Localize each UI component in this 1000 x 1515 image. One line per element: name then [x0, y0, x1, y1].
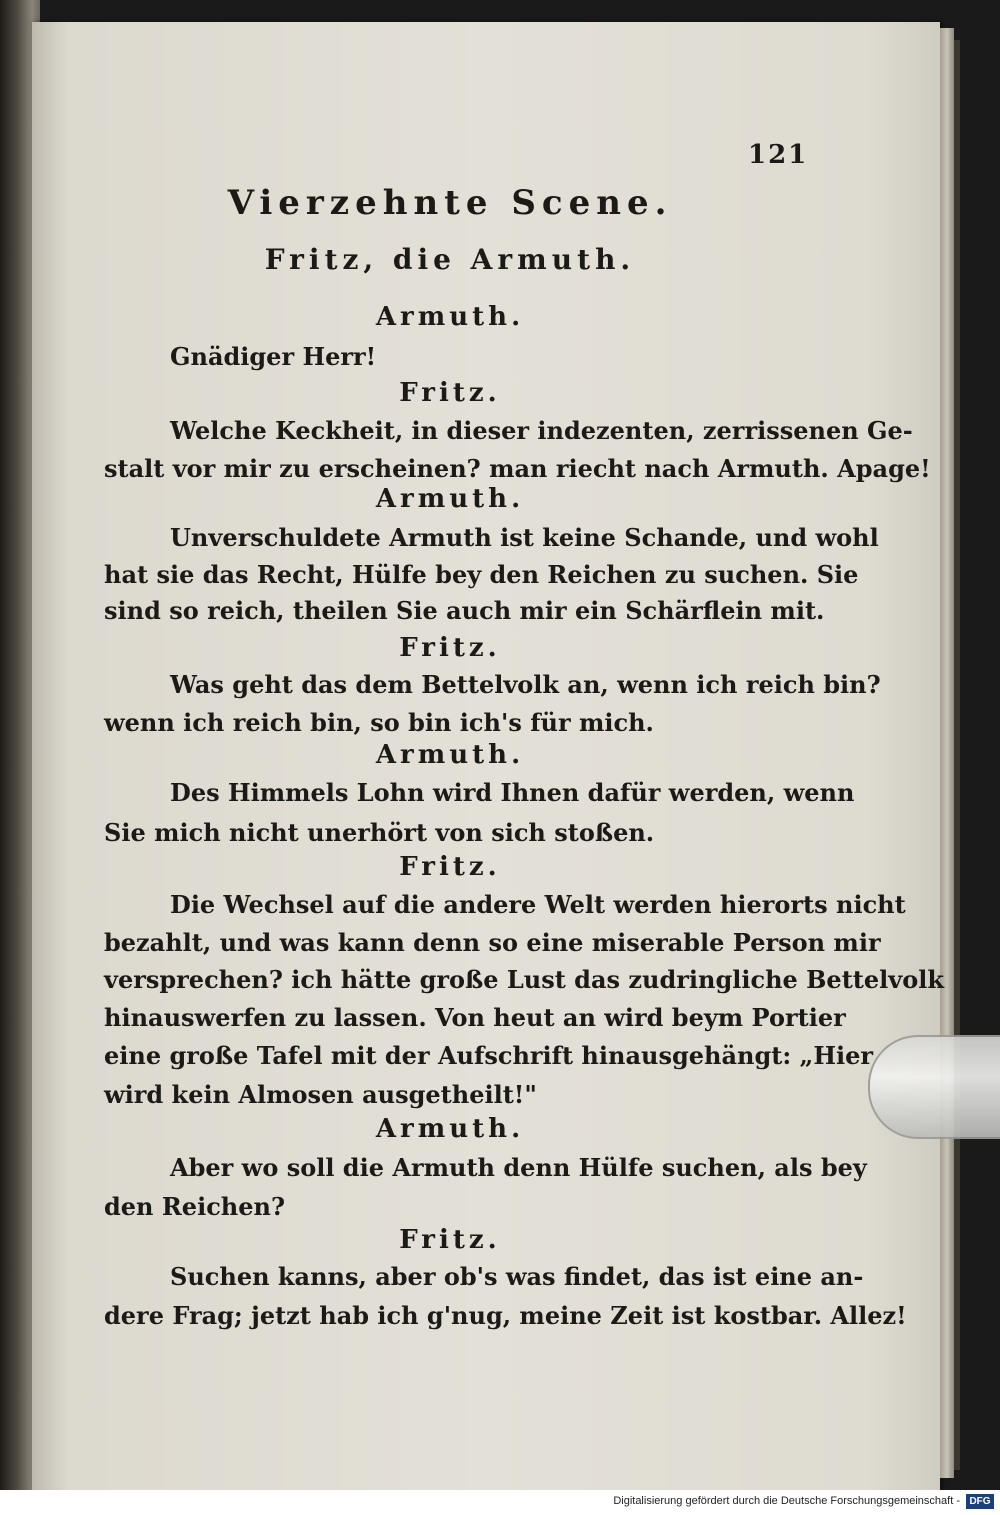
dialogue-line: Welche Keckheit, in dieser indezenten, zerrissenen Ge-	[170, 416, 913, 445]
dialogue-line: bezahlt, und was kann denn so eine miserable Person mir	[104, 928, 881, 957]
dialogue-line: Unverschuldete Armuth ist keine Schande, und wohl	[170, 523, 879, 552]
dialogue-line: Sie mich nicht unerhört von sich stoßen.	[104, 818, 655, 847]
footer-bar	[0, 1490, 1000, 1515]
speaker-name: Armuth.	[375, 740, 525, 770]
dialogue-line: Aber wo soll die Armuth denn Hülfe suchen, als bey	[170, 1153, 867, 1182]
page-number: 121	[748, 140, 809, 170]
page-clip	[868, 1035, 1000, 1139]
dialogue-line: Suchen kanns, aber ob's was findet, das ist eine an-	[170, 1262, 864, 1291]
dialogue-line: Des Himmels Lohn wird Ihnen dafür werden, wenn	[170, 778, 855, 807]
dialogue-line: Die Wechsel auf die andere Welt werden hierorts nicht	[170, 890, 906, 919]
dialogue-line: Was geht das dem Bettelvolk an, wenn ich reich bin?	[170, 670, 881, 699]
speaker-name: Fritz.	[399, 378, 501, 408]
dialogue-line: hat sie das Recht, Hülfe bey den Reichen zu suchen. Sie	[104, 560, 859, 589]
scene-title: Vierzehnte Scene.	[227, 183, 673, 223]
speaker-name: Armuth.	[375, 1114, 525, 1144]
dialogue-line: stalt vor mir zu erscheinen? man riecht nach Armuth. Apage!	[104, 454, 931, 483]
dialogue-line: dere Frag; jetzt hab ich g'nug, meine Zeit ist kostbar. Allez!	[104, 1301, 907, 1330]
speaker-name: Fritz.	[399, 1225, 501, 1255]
speaker-name: Armuth.	[375, 302, 525, 332]
dialogue-line: versprechen? ich hätte große Lust das zudringliche Bettelvolk	[104, 965, 944, 994]
speaker-name: Fritz.	[399, 852, 501, 882]
dialogue-line: Gnädiger Herr!	[170, 342, 377, 371]
dialogue-line: sind so reich, theilen Sie auch mir ein Schärflein mit.	[104, 596, 825, 625]
dialogue-line: wird kein Almosen ausgetheilt!"	[104, 1080, 537, 1109]
dialogue-line: wenn ich reich bin, so bin ich's für mich.	[104, 708, 654, 737]
dialogue-line: eine große Tafel mit der Aufschrift hinausgehängt: „Hier	[104, 1041, 874, 1070]
cast-line: Fritz, die Armuth.	[264, 243, 636, 276]
dfg-logo: DFG	[966, 1494, 994, 1509]
funding-notice: Digitalisierung gefördert durch die Deutsche Forschungsgemeinschaft -	[613, 1495, 960, 1507]
dialogue-line: den Reichen?	[104, 1192, 286, 1221]
speaker-name: Armuth.	[375, 484, 525, 514]
dialogue-line: hinauswerfen zu lassen. Von heut an wird beym Portier	[104, 1003, 846, 1032]
speaker-name: Fritz.	[399, 633, 501, 663]
